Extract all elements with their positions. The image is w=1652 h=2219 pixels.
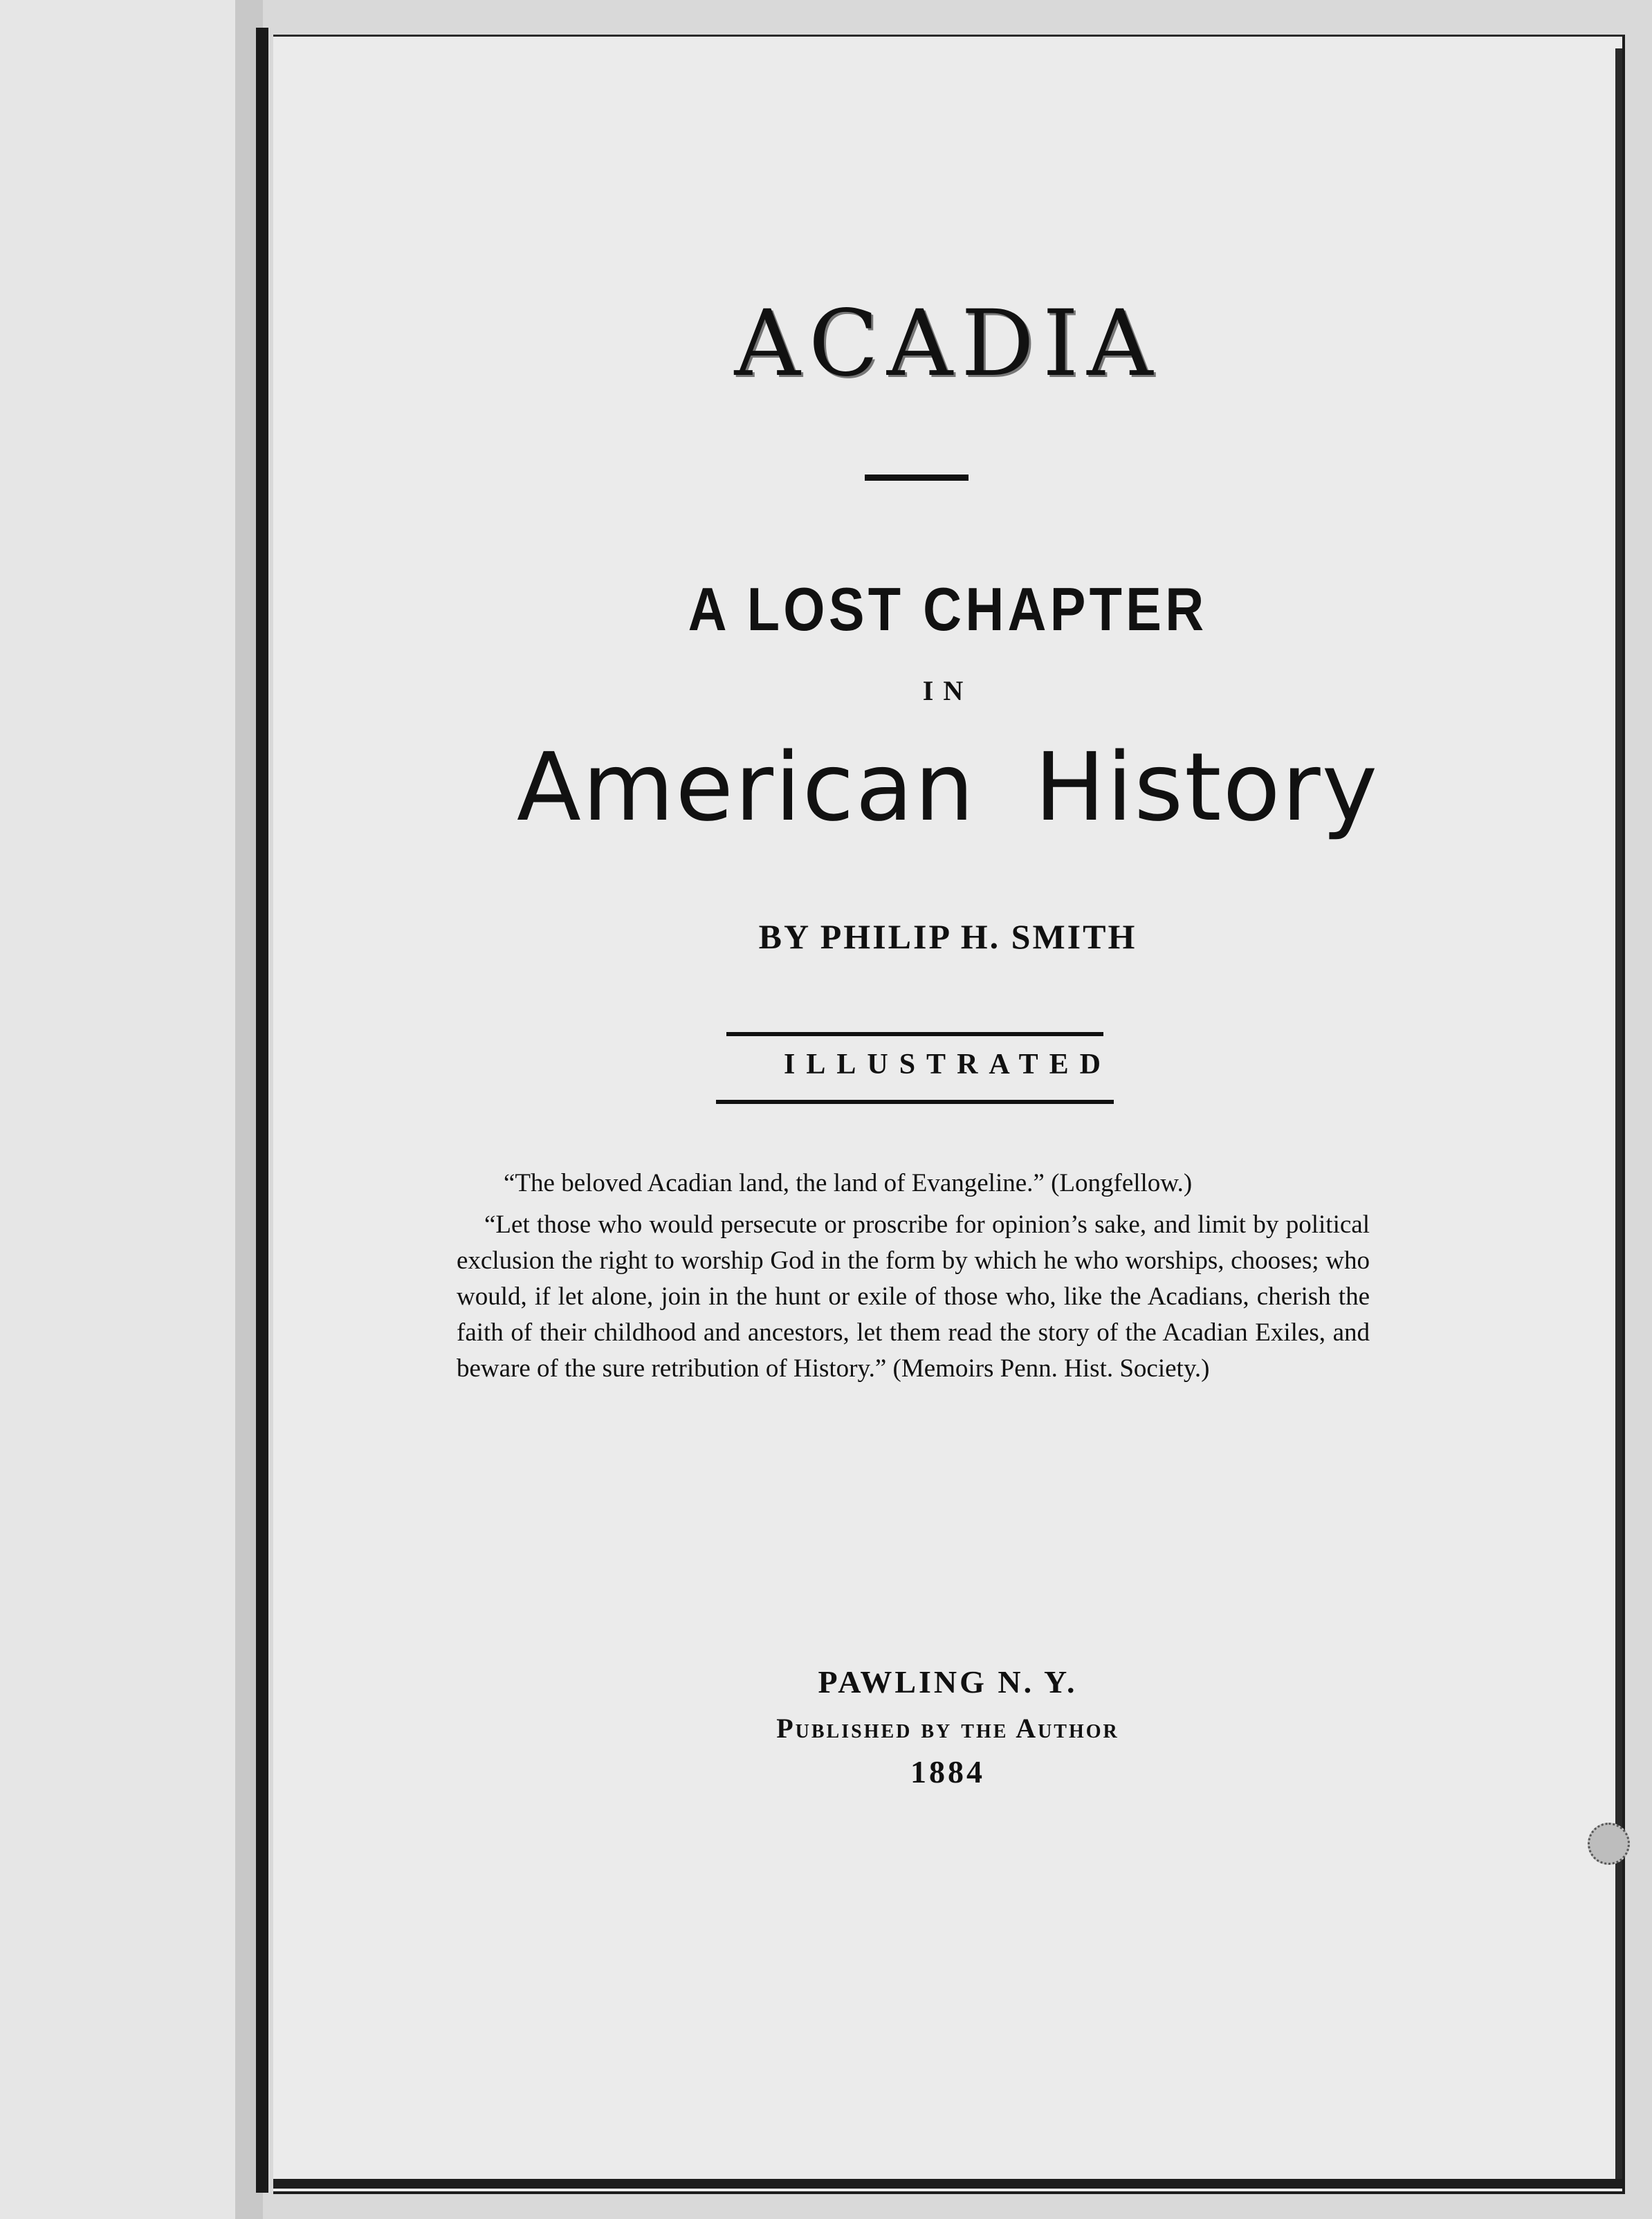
epigraph-quote: “The beloved Acadian land, the land of Evangeline.” (Longfellow.) xyxy=(504,1169,1193,1197)
publication-year: 1884 xyxy=(910,1754,985,1789)
illustrated-rule-bottom xyxy=(716,1100,1114,1104)
epigraph-quote: “Let those who would persecute or proscribe for opinion’s sake, and limit by political exclusion the right to worship God in the form by which he who worships, chooses; who would, if let alone, join in the hunt or exile of those who, like the Acadians, cherish the faith of their childhood and ancestors, let them read the story of the Acadian Exiles, and beware of the sure retribution of History.” (Memoirs Penn. Hist. Society.) xyxy=(457,1210,1370,1383)
illustrated-label: ILLUSTRATED xyxy=(784,1049,1112,1080)
book-title: ACADIA xyxy=(734,291,1162,397)
author-line: BY PHILIP H. SMITH xyxy=(758,917,1137,956)
page-bottom-edge xyxy=(273,2179,1622,2189)
publication-place: PAWLING N. Y. xyxy=(818,1664,1078,1700)
book-subtitle-line2: American History xyxy=(516,733,1379,843)
title-divider xyxy=(865,475,969,481)
book-gutter xyxy=(256,28,268,2193)
left-page-blank xyxy=(0,0,249,2219)
epigraph xyxy=(457,1166,1370,1387)
page-damage-mark xyxy=(1588,1823,1630,1865)
illustrated-rule-top xyxy=(726,1032,1103,1036)
publisher-line: Published by the Author xyxy=(776,1713,1119,1744)
book-subtitle: A LOST CHAPTER xyxy=(688,575,1208,643)
subtitle-connector: IN xyxy=(922,675,973,706)
